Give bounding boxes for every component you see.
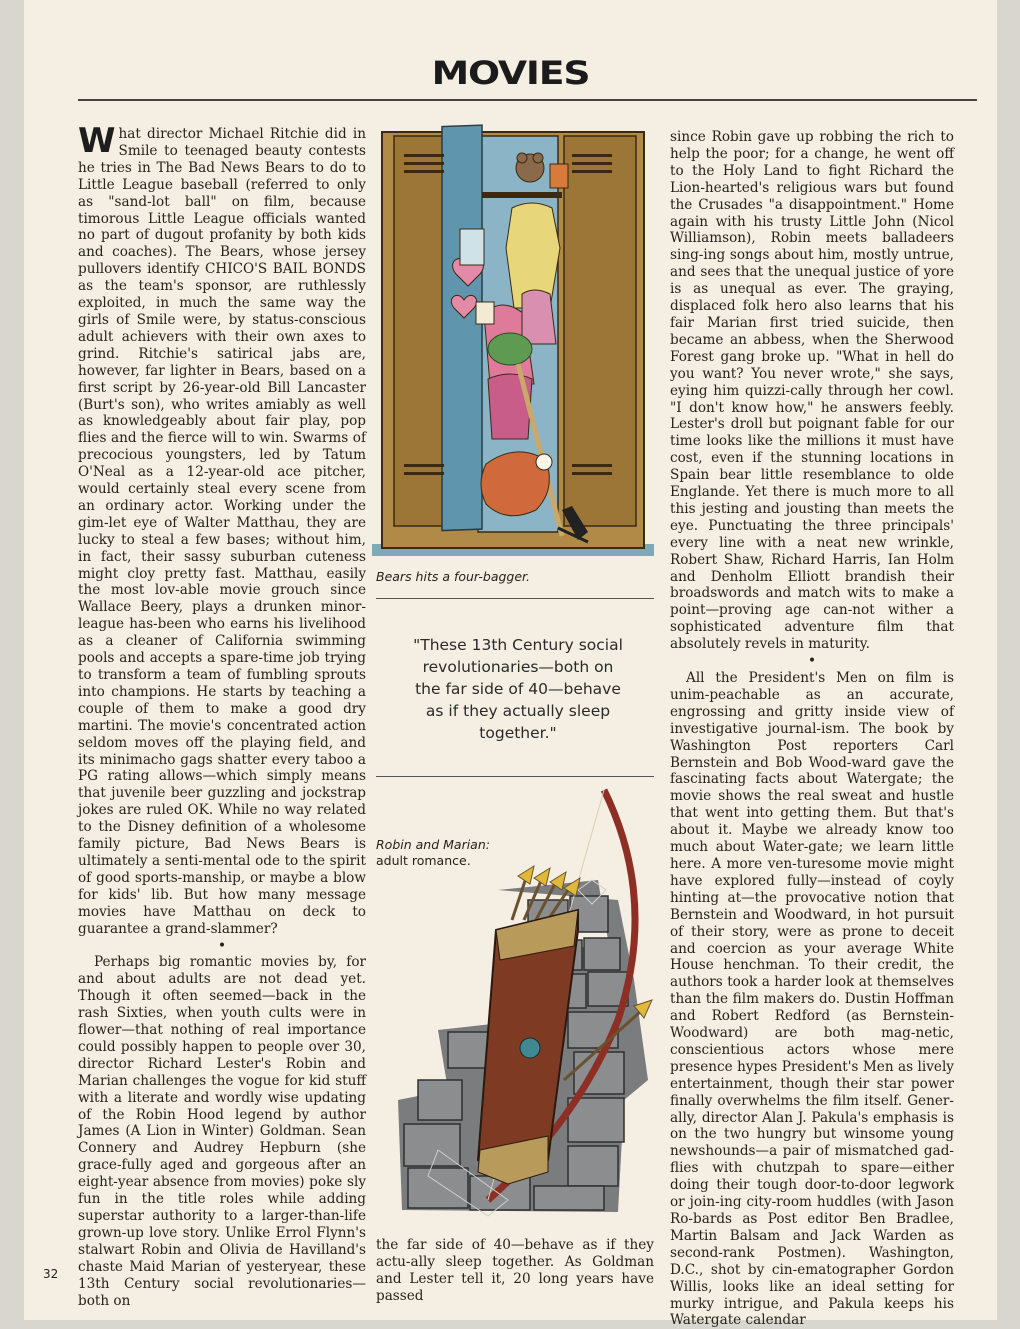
caption-robin-line-1: Robin and Marian: (376, 837, 490, 852)
separator-bullet: • (217, 937, 227, 954)
bow-and-quiver-illustration (378, 780, 654, 1222)
article-robin-and-marian: Perhaps big romantic movies by, for and about adults are not dead yet. Though it often seemed—back in the rash Sixties, when youth cults were in flower—that nothing of real importance could possibly happen to people over 30, director Richard Lester's Robin and Marian challenges the vogue for kid stuff with a literate and wordly wise updating of the Robin Hood legend by author James (A Lion in Winter) Goldman. Sean Connery and Audrey Hepburn (she grace-fully aged and gorgeous after an eight-year absence from movies) poke sly fun in the title roles while adding superstar authority to a larger-than-life grown-up love story. Unlike Errol Flynn's stalwart Robin and Olivia de Havilland's chaste Maid Marian of yesteryear, these 13th Century social revolutionaries—both on (78, 954, 366, 1309)
bears-text: hat director Michael Ritchie did in Smile to teenaged beauty contests he tries in The Bad News Bears to do to Little League baseball (referred to only as "sand-lot ball" on film, because timorous Little League officials wanted no part of dugout profanity by both kids and coaches). The Bears, whose jersey pullovers identify CHICO'S BAIL BONDS as the team's sponsor, are ruthlessly exploited, in much the same way the girls of Smile were, by status-conscious adult achievers with their own axes to grind. Ritchie's satirical jabs are, however, far lighter in Bears, based on a first script by 26-year-old Bill Lancaster (Burt's son), who writes amiably as well as knowledgeably about fair play, pop flies and the fierce will to win. Swarms of precocious youngsters, led by Tatum O'Neal as a 12-year-old ace pitcher, would certainly steal every scene from an ordinary actor. Working under the gim-let eye of Walter Matthau, they are lucky to steal a few bases; without him, in fact, their sassy suburban cuteness might cloy pretty fast. Matthau, easily the most lov-able movie grouch since Wallace Beery, plays a drunken minor-league has-been who earns his livelihood as a cleaner of California swimming pools and accepts a spare-time job trying to transform a team of fumbling sprouts into champions. He starts by teaching a couple of them to make a good dry martini. The movie's concentrated action seldom moves off the playing field, and its minimacho gags shatter every taboo a PG rating allows—which simply means that juvenile beer guzzling and jockstrap jokes are ruled OK. While no way related to the Disney definition of a wholesome family picture, Bad News Bears is ultimately a senti-mental ode to the spirit of good sports-manship, or maybe a blow for kids' lib. But how many message movies have Matthau on deck to guarantee a grand-slammer? (78, 126, 366, 937)
column-1 (78, 121, 366, 1309)
separator-bullet-2: • (807, 653, 817, 670)
title-rule (78, 99, 977, 101)
drop-cap: W (78, 121, 116, 161)
pullquote-top-rule (376, 598, 654, 599)
robin-and-marian-continued: since Robin gave up robbing the rich to help the poor; for a change, he went off to the Holy Land to fight Richard the Lion-hearted's religious wars but found the Crusades "a disappointment." Home again with his trusty Little John (Nicol Williamson), Robin meets balladeers sing-ing songs about him, mostly untrue, and sees that the unequal justice of yore is as unequal as ever. The graying, displaced folk hero also learns that his fair Marian first tried suicide, then became an abbess, when the Sherwood Forest gang broke up. "What in hell do you want? You never wrote," she says, eying him quizzi-cally through her cowl. "I don't know how," he answers feebly. Lester's droll but poignant fable for our time looks like the millions it must have cost, even if the stunning locations in Spain bear little resemblance to olde Englande. Yet there is much more to all this jesting and jousting than meets the eye. Punctuating the three principals' every line with a neat new wrinkle, Robert Shaw, Richard Harris, Ian Holm and Denholm Elliott brandish their broadswords and match wits to make a point—proving age can-not wither a sophisticated adventure film that absolutely revels in maturity. (670, 129, 954, 653)
column-3 (670, 129, 954, 1329)
magazine-page (24, 0, 997, 1329)
locker-illustration (372, 124, 654, 556)
page-number: 32 (43, 1267, 59, 1281)
pullquote-bottom-rule (376, 776, 654, 777)
article-bears (78, 121, 366, 938)
pullquote: "These 13th Century social revolutionaries—both on the far side of 40—behave as if they actually sleep together." (413, 636, 623, 742)
caption-robin-line-2: adult romance. (376, 853, 471, 868)
section-title: MOVIES (431, 54, 590, 92)
caption-bears: Bears hits a four-bagger. (376, 569, 531, 584)
article-all-the-presidents-men: All the President's Men on film is unim-peachable as an accurate, engrossing and gritty inside view of investigative journal-ism. The book by Washington Post reporters Carl Bernstein and Bob Wood-ward gave the fascinating facts about Watergate; the movie shows the real sweat and hustle that went into getting them. But that's about it. Maybe we already know too much about Water-gate; we learn little here. A more ven-turesome movie might have explored fully—instead of coyly hinting at—the provocative notion that Bernstein and Woodward, in hot pursuit of their story, were as prone to deceit and coercion as your average White House henchman. To their credit, the authors took a harder look at themselves than the film makers do. Dustin Hoffman and Robert Redford (as Bernstein-Woodward) are both mag-netic, conscientious actors whose mere presence hypes President's Men as lively entertainment, though their star power finally overwhelms the film itself. Gener-ally, director Alan J. Pakula's emphasis is on the two hungry but winsome young newshounds—a pair of mismatched gad-flies with chutzpah to spare—either doing their tough door-to-door legwork or join-ing city-room huddles (with Jason Ro-bards as Post editor Ben Bradlee, Martin Balsam and Jack Warden as second-rank Postmen). Washington, D.C., shot by cin-ematographer Gordon Willis, looks like an ideal setting for murky intrigue, and Pakula keeps his Watergate calendar (670, 670, 954, 1329)
column-2-continuation: the far side of 40—behave as if they actu-ally sleep together. As Goldman and Lester tell it, 20 long years have passed (376, 1237, 654, 1304)
